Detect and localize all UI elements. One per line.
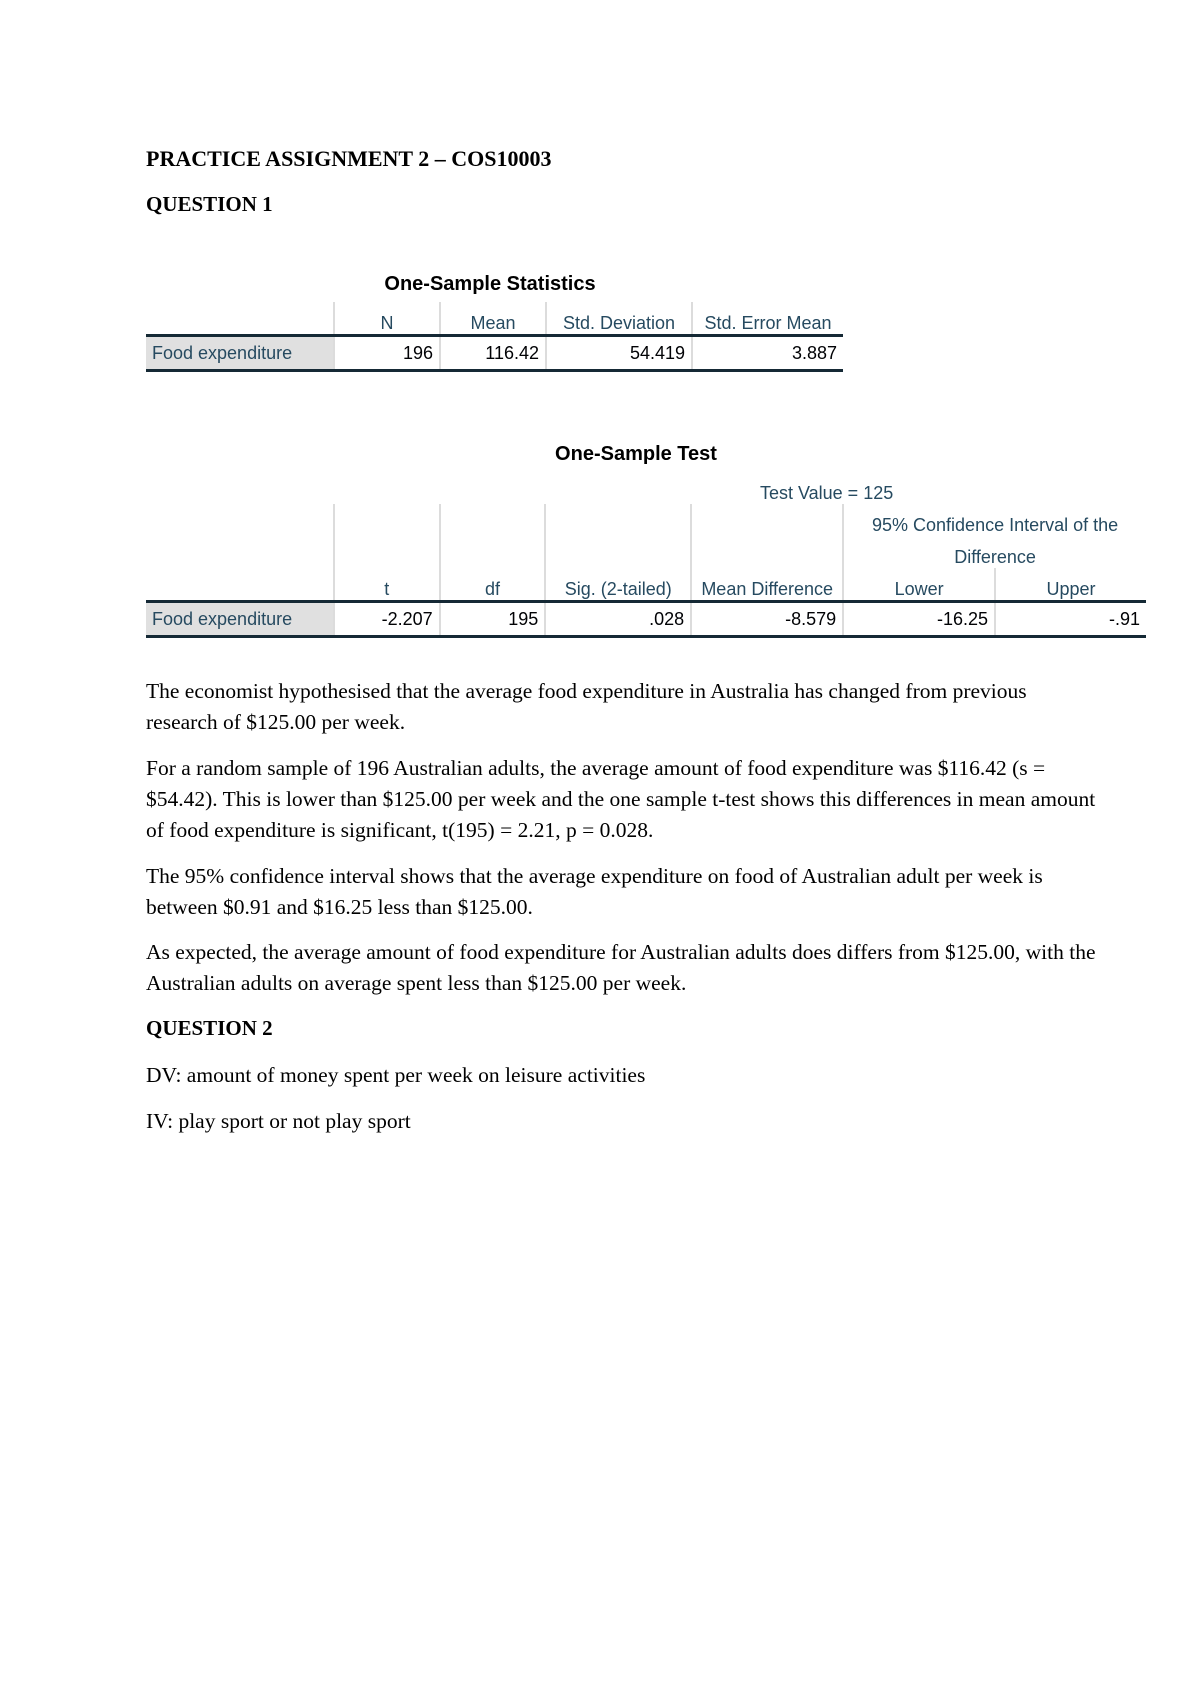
col-header-mean: Mean	[440, 302, 546, 336]
ci-header-line1: 95% Confidence Interval of the	[843, 504, 1146, 536]
col-header-std-error-mean: Std. Error Mean	[692, 302, 843, 336]
col-header-sig: Sig. (2-tailed)	[545, 568, 691, 602]
question-2-heading: QUESTION 2	[146, 1016, 273, 1040]
cell-std-error-mean: 3.887	[692, 336, 843, 371]
table-row	[146, 602, 1146, 637]
one-sample-statistics-table	[146, 302, 843, 372]
question-1-heading: QUESTION 1	[146, 192, 273, 216]
col-header-upper: Upper	[995, 568, 1146, 602]
paragraph-1: The economist hypothesised that the average food expenditure in Australia has changed from previous research of $125.00 per week.	[146, 679, 1027, 734]
test-value-caption: Test Value = 125	[759, 483, 894, 503]
cell-upper: -.91	[995, 602, 1146, 637]
paragraph-2: For a random sample of 196 Australian adults, the average amount of food expenditure was $116.42 (s = $54.42). This is lower than $125.00 per week and the one sample t-test shows this differences in mean amount of food expenditure is significant, t(195) = 2.21, p = 0.028.	[146, 756, 1096, 842]
test-table-title: One-Sample Test	[555, 443, 717, 465]
one-sample-test-table	[146, 472, 1146, 638]
ci-header-line2: Difference	[843, 536, 1146, 568]
cell-mean-difference: -8.579	[691, 602, 843, 637]
cell-mean: 116.42	[440, 336, 546, 371]
row-label: Food expenditure	[146, 602, 334, 637]
dv-line: DV: amount of money spent per week on leisure activities	[146, 1063, 646, 1087]
col-header-mean-difference: Mean Difference	[691, 568, 843, 602]
cell-df: 195	[440, 602, 546, 637]
cell-t: -2.207	[334, 602, 440, 637]
table-row	[146, 336, 843, 371]
col-header-lower: Lower	[843, 568, 995, 602]
col-header-t: t	[334, 568, 440, 602]
paragraph-4: As expected, the average amount of food expenditure for Australian adults does differs from $125.00, with the Australian adults on average spent less than $125.00 per week.	[146, 940, 1096, 995]
document-title: PRACTICE ASSIGNMENT 2 – COS10003	[146, 146, 552, 171]
cell-sig: .028	[545, 602, 691, 637]
cell-lower: -16.25	[843, 602, 995, 637]
col-header-df: df	[440, 568, 546, 602]
cell-n: 196	[334, 336, 440, 371]
paragraph-3: The 95% confidence interval shows that the average expenditure on food of Australian adult per week is between $0.91 and $16.25 less than $125.00.	[146, 864, 1043, 919]
row-label: Food expenditure	[146, 336, 334, 371]
cell-std-deviation: 54.419	[546, 336, 692, 371]
col-header-n: N	[334, 302, 440, 336]
stats-table-title: One-Sample Statistics	[384, 273, 596, 295]
iv-line: IV: play sport or not play sport	[146, 1109, 411, 1133]
col-header-std-deviation: Std. Deviation	[546, 302, 692, 336]
